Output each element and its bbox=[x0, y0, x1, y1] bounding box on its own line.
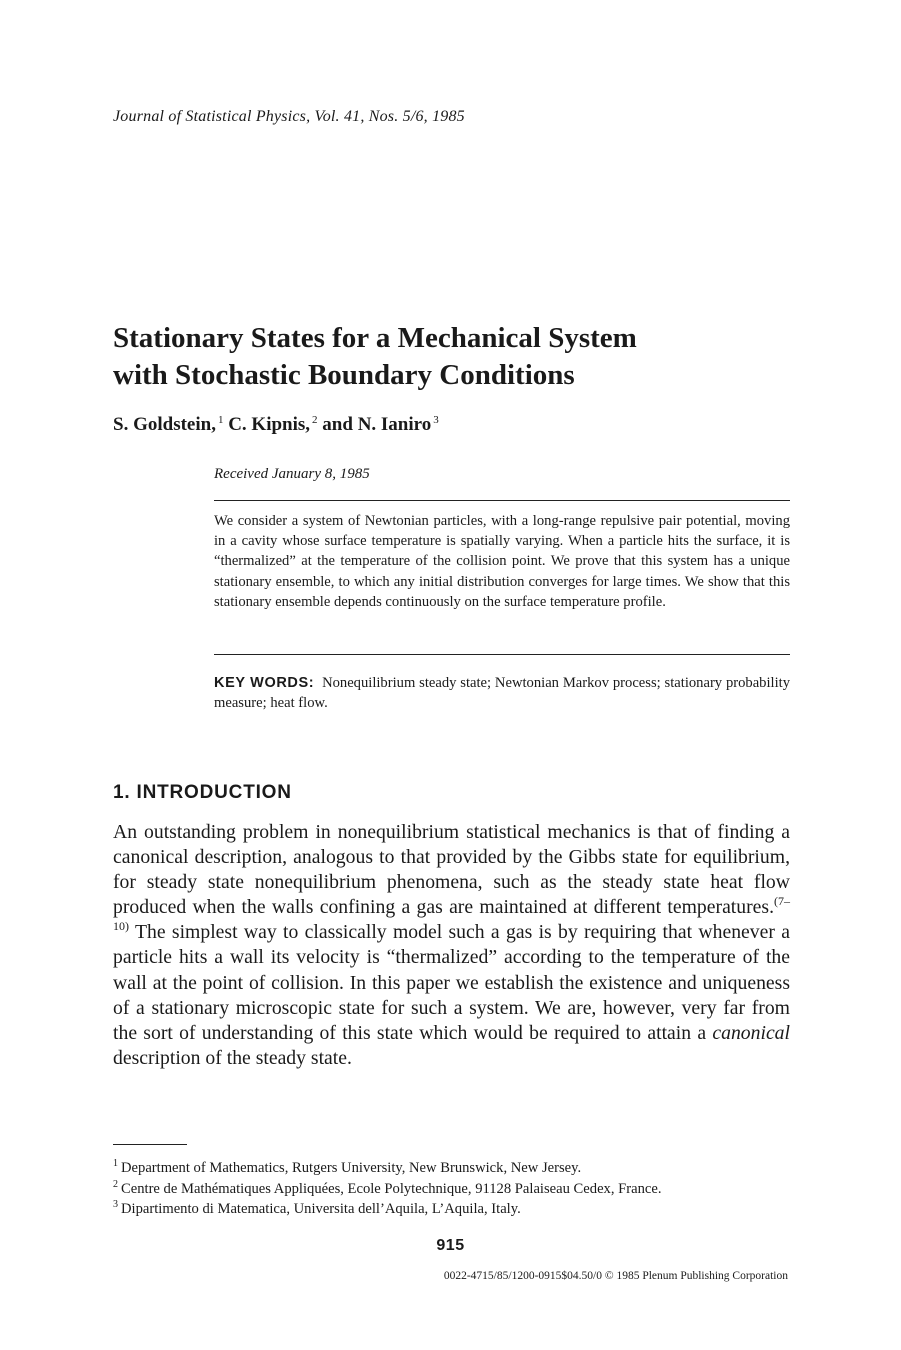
author-conjunction: and bbox=[322, 414, 353, 435]
affiliation-mark: 1 bbox=[217, 414, 224, 426]
footnote bbox=[113, 1158, 803, 1179]
page-number: 915 bbox=[436, 1237, 465, 1254]
paragraph-text: The simplest way to classically model such a gas is by requiring that whenever a particle hits a wall its velocity is “thermalized” according to the temperature of the wall at the point of collision. In this paper we establish the existence and uniqueness of a stationary microscopic state for such a system. We are, however, very far from the sort of understanding of this state which would be required to attain a bbox=[113, 921, 790, 1044]
footnote-text: Centre de Mathématiques Appliquées, Ecole Polytechnique, 91128 Palaiseau Cedex, France. bbox=[121, 1180, 662, 1197]
author-name: S. Goldstein, bbox=[113, 414, 216, 435]
paragraph-text: An outstanding problem in nonequilibrium statistical mechanics is that of finding a canonical description, analogous to that provided by the Gibbs state for equilibrium, for steady state nonequilibrium phenomena, such as the steady state heat flow produced when the walls confining a gas are maintained at different temperatures. bbox=[113, 821, 790, 919]
title-line-1: Stationary States for a Mechanical System bbox=[113, 322, 637, 354]
title-line-2: with Stochastic Boundary Conditions bbox=[113, 359, 575, 391]
footnote-text: Dipartimento di Matematica, Universita dell’Aquila, L’Aquila, Italy. bbox=[121, 1201, 521, 1217]
author-list bbox=[113, 414, 439, 436]
keywords-text: Nonequilibrium steady state; Newtonian Markov process; stationary probability measure; heat flow. bbox=[214, 675, 790, 712]
footnote bbox=[113, 1199, 803, 1220]
footnote-text: Department of Mathematics, Rutgers University, New Brunswick, New Jersey. bbox=[121, 1160, 582, 1176]
footnotes bbox=[113, 1158, 803, 1220]
journal-citation: Journal of Statistical Physics, Vol. 41, Nos. 5/6, 1985 bbox=[113, 108, 465, 125]
affiliation-mark: 2 bbox=[312, 414, 318, 426]
paragraph-text: description of the steady state. bbox=[113, 1046, 352, 1069]
author-name: N. Ianiro bbox=[357, 414, 432, 435]
article-title bbox=[113, 320, 813, 394]
abstract-top-rule bbox=[214, 500, 790, 501]
section-heading: 1. INTRODUCTION bbox=[113, 782, 292, 803]
keywords-label: KEY WORDS: bbox=[214, 675, 315, 691]
abstract-text: We consider a system of Newtonian particles, with a long-range repulsive pair potential, moving in a cavity whose surface temperature is spatially varying. When a particle hits the surface, it is “thermalized” at the temperature of the collision point. We prove that this system has a unique stationary ensemble, to which any initial distribution converges for large times. We show that this stationary ensemble depends continuously on the surface temperature profile. bbox=[214, 513, 790, 610]
footnote-mark: 2 bbox=[113, 1178, 118, 1190]
keywords-block bbox=[214, 673, 790, 713]
footnote bbox=[113, 1179, 803, 1200]
emphasis-text: canonical bbox=[712, 1021, 790, 1044]
abstract-bottom-rule bbox=[214, 654, 790, 655]
copyright-line: 0022-4715/85/1200-0915$04.50/0 © 1985 Plenum Publishing Corporation bbox=[443, 1270, 788, 1282]
author-name: C. Kipnis, bbox=[228, 414, 311, 435]
affiliation-mark: 3 bbox=[433, 414, 439, 426]
introduction-paragraph bbox=[113, 820, 790, 1071]
footnote-rule bbox=[113, 1144, 187, 1145]
footnote-mark: 1 bbox=[113, 1158, 118, 1169]
footnote-mark: 3 bbox=[113, 1199, 118, 1210]
received-date: Received January 8, 1985 bbox=[214, 466, 370, 482]
citation-ref: (7–10) bbox=[113, 894, 790, 934]
